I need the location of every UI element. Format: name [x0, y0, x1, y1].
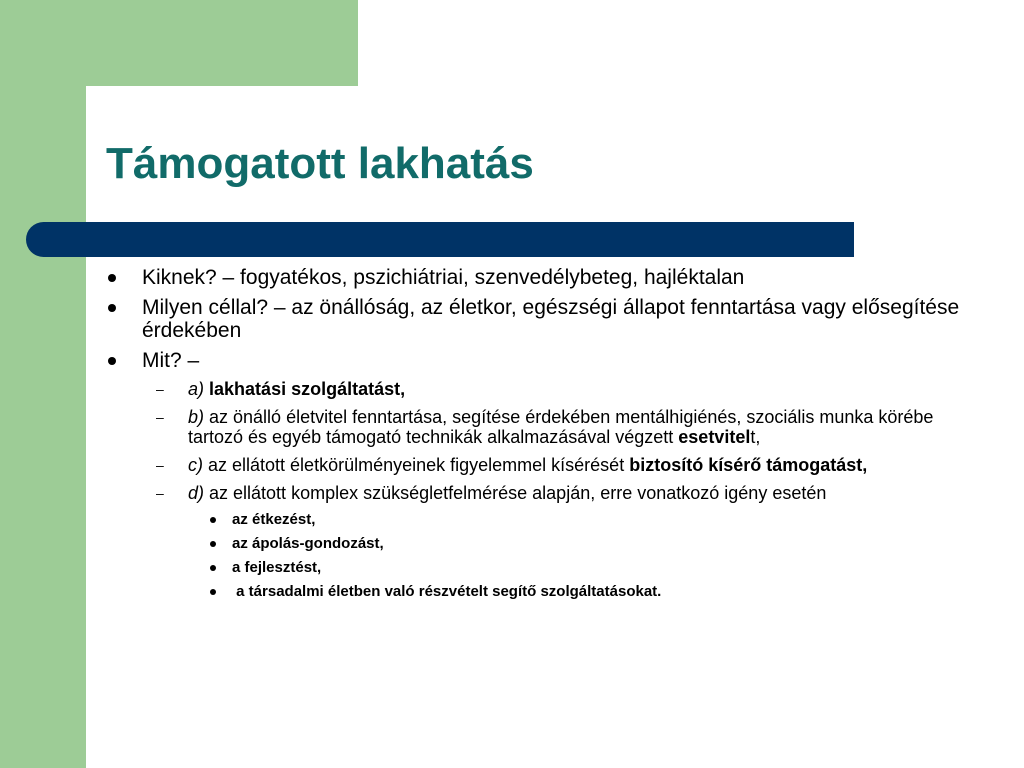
item-bold-text: biztosító kísérő támogatást,: [629, 455, 868, 475]
item-bold-text: lakhatási szolgáltatást,: [209, 379, 406, 399]
dash-icon: –: [156, 409, 164, 425]
item-tail-text: t,: [750, 427, 761, 447]
bullet-mit: [100, 349, 960, 372]
sub-item-d: [100, 483, 960, 503]
sub-item-a: [100, 379, 960, 399]
bullet-dot-icon: [108, 357, 116, 365]
slide-title: Támogatott lakhatás: [106, 139, 534, 188]
dash-icon: –: [156, 485, 164, 501]
title-underline-bar: [26, 222, 854, 257]
bullet-dot-icon: [108, 274, 116, 282]
bullet-dot-icon: [210, 517, 216, 523]
item-letter: c): [188, 455, 203, 475]
green-top-band: [0, 0, 358, 86]
slide-body: [100, 266, 960, 607]
service-item: [100, 559, 960, 577]
bullet-kiknek: [100, 266, 960, 289]
dash-icon: –: [156, 381, 164, 397]
sub-item-c: [100, 455, 960, 475]
bullet-text: Kiknek? – fogyatékos, pszichiátriai, szenvedélybeteg, hajléktalan: [142, 266, 745, 289]
item-text: az ellátott életkörülményeinek figyelemmel kísérését: [203, 455, 630, 475]
service-text: a társadalmi életben való részvételt segítő szolgáltatásokat.: [232, 583, 662, 600]
bullet-dot-icon: [210, 589, 216, 595]
bullet-dot-icon: [210, 565, 216, 571]
service-item: [100, 511, 960, 529]
sub-item-b: [100, 407, 960, 447]
green-left-band: [0, 0, 86, 768]
bullet-text: Milyen céllal? – az önállóság, az életkor, egészségi állapot fenntartása vagy elősegítése érdekében: [142, 296, 960, 342]
service-text: az étkezést,: [232, 511, 316, 528]
item-letter: d): [188, 483, 205, 503]
bullet-text: Mit? –: [142, 349, 200, 372]
item-text: az önálló életvitel fenntartása, segítése érdekében mentálhigiénés, szociális munka körébe tartozó és egyéb támogató technikák alkalmazásával végzett: [188, 407, 934, 447]
bullet-dot-icon: [210, 541, 216, 547]
service-text: az ápolás-gondozást,: [232, 535, 384, 552]
service-item: [100, 535, 960, 553]
item-letter: a): [188, 379, 205, 399]
item-letter: b): [188, 407, 205, 427]
item-bold-text: esetvitel: [678, 427, 751, 447]
dash-icon: –: [156, 457, 164, 473]
item-text: az ellátott komplex szükségletfelmérése alapján, erre vonatkozó igény esetén: [204, 483, 827, 503]
service-text: a fejlesztést,: [232, 559, 322, 576]
service-item: [100, 583, 960, 601]
bullet-dot-icon: [108, 304, 116, 312]
bullet-milyen-cellal: [100, 296, 960, 342]
